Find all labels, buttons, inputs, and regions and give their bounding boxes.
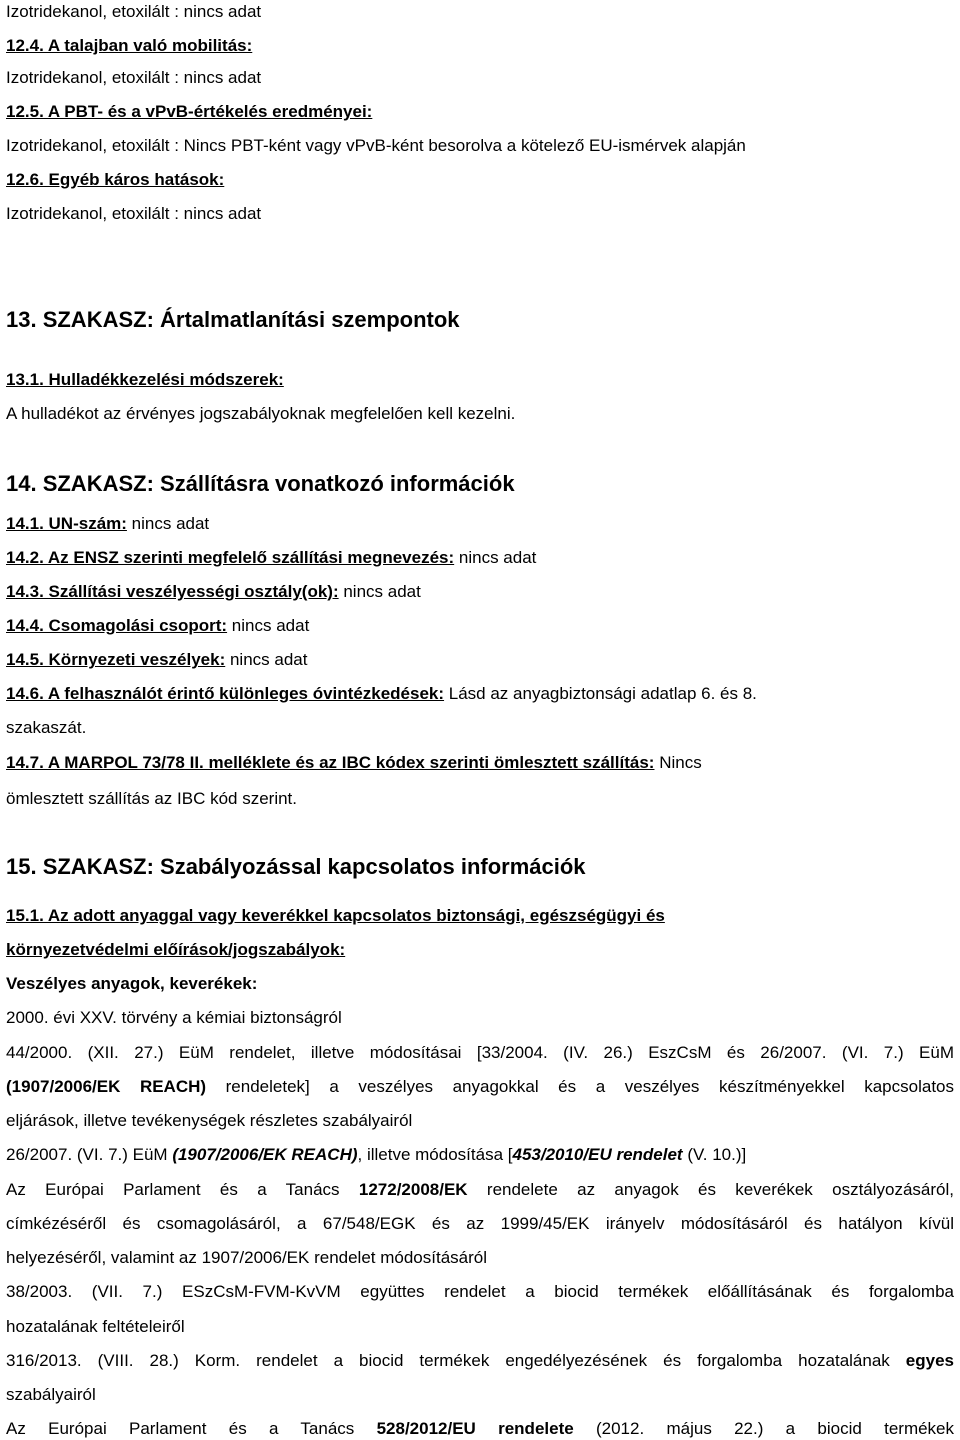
text-line: A hulladékot az érvényes jogszabályoknak megfelelően kell kezelni. <box>6 404 516 423</box>
regulation-line: Az Európai Parlament és a Tanács 1272/2008/EK rendelete az anyagok és keverékek osztályozásáról, <box>6 1180 955 1199</box>
subsection-heading-12-5: 12.5. A PBT- és a vPvB-értékelés eredményei: <box>6 102 373 121</box>
subsection-heading-13-1: 13.1. Hulladékkezelési módszerek: <box>6 370 284 389</box>
regulation-line: 316/2013. (VIII. 28.) Korm. rendelet a biocid termékek engedélyezésének és forgalomba hozatalának egyes <box>6 1351 954 1370</box>
regulation-line: címkézéséről és csomagolásáról, a 67/548/EGK és az 1999/45/EK irányelv módosításáról és hatályon kívül <box>6 1214 954 1233</box>
subsection-heading-12-6: 12.6. Egyéb káros hatások: <box>6 170 225 189</box>
section-title-15: 15. SZAKASZ: Szabályozással kapcsolatos információk <box>6 854 586 879</box>
regulation-line: 2000. évi XXV. törvény a kémiai biztonságról <box>6 1008 342 1027</box>
regulation-line: 44/2000. (XII. 27.) EüM rendelet, illetve módosításai [33/2004. (IV. 26.) EszCsM és 26/2007. (VI. 7.) EüM <box>6 1043 954 1062</box>
text-line: Izotridekanol, etoxilált : Nincs PBT-ként vagy vPvB-ként besorolva a kötelező EU-ismérvek alapján <box>6 136 746 155</box>
text-line: Izotridekanol, etoxilált : nincs adat <box>6 204 262 223</box>
transport-row-14-3: 14.3. Szállítási veszélyességi osztály(ok): nincs adat <box>6 582 421 601</box>
regulation-line: szabályairól <box>6 1385 96 1404</box>
regulation-line: (1907/2006/EK REACH) rendeletek] a veszélyes anyagokkal és a veszélyes készítményekkel kapcsolatos <box>6 1077 954 1096</box>
regulation-line: 26/2007. (VI. 7.) EüM (1907/2006/EK REACH), illetve módosítása [453/2010/EU rendelet (V. 10.)] <box>6 1145 747 1164</box>
regulation-line: 38/2003. (VII. 7.) ESzCsM-FVM-KvVM együttes rendelet a biocid termékek előállításának és forgalomba <box>6 1282 954 1301</box>
transport-row-14-5: 14.5. Környezeti veszélyek: nincs adat <box>6 650 308 669</box>
regulation-line: helyezéséről, valamint az 1907/2006/EK rendelet módosításáról <box>6 1248 488 1267</box>
text-line: ömlesztett szállítás az IBC kód szerint. <box>6 789 297 808</box>
text-line: Izotridekanol, etoxilált : nincs adat <box>6 2 262 21</box>
subsection-heading-15-1-cont: környezetvédelmi előírások/jogszabályok: <box>6 940 346 959</box>
transport-row-14-6: 14.6. A felhasználót érintő különleges óvintézkedések: Lásd az anyagbiztonsági adatlap 6. és 8. <box>6 684 757 703</box>
regulation-line: Az Európai Parlament és a Tanács 528/2012/EU rendelete (2012. május 22.) a biocid termékek <box>6 1419 955 1438</box>
transport-row-14-2: 14.2. Az ENSZ szerinti megfelelő szállítási megnevezés: nincs adat <box>6 548 537 567</box>
subsection-heading-15-1: 15.1. Az adott anyaggal vagy keverékkel kapcsolatos biztonsági, egészségügyi és <box>6 906 665 925</box>
section-title-14: 14. SZAKASZ: Szállításra vonatkozó információk <box>6 471 515 496</box>
text-line: Izotridekanol, etoxilált : nincs adat <box>6 68 262 87</box>
subsection-heading-12-4: 12.4. A talajban való mobilitás: <box>6 36 253 55</box>
section-title-13: 13. SZAKASZ: Ártalmatlanítási szempontok <box>6 307 460 332</box>
transport-row-14-1: 14.1. UN-szám: nincs adat <box>6 514 210 533</box>
regulation-line: eljárások, illetve tevékenységek részletes szabályairól <box>6 1111 413 1130</box>
transport-row-14-7: 14.7. A MARPOL 73/78 II. melléklete és az IBC kódex szerinti ömlesztett szállítás: Nincs <box>6 753 702 772</box>
transport-row-14-4: 14.4. Csomagolási csoport: nincs adat <box>6 616 310 635</box>
text-line: szakaszát. <box>6 718 87 737</box>
regulation-line: hozatalának feltételeiről <box>6 1317 185 1336</box>
subheading-hazardous-substances: Veszélyes anyagok, keverékek: <box>6 974 258 993</box>
